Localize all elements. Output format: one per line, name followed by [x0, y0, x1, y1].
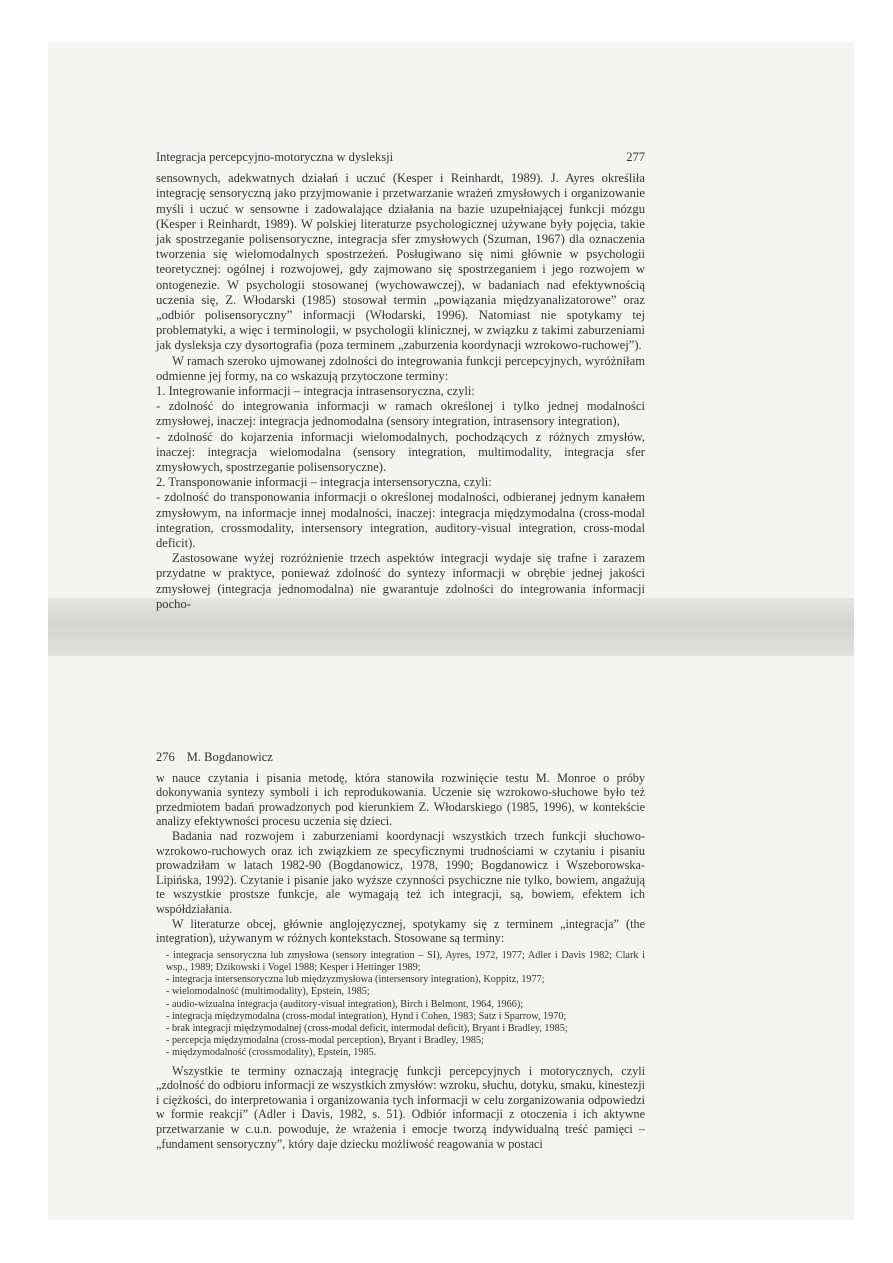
- paragraph: 2. Transponowanie informacji – integracja intersensoryczna, czyli:: [156, 475, 492, 490]
- page-277: [138, 140, 663, 611]
- list-item: - percepcja międzymodalna (cross-modal perception), Bryant i Bradley, 1985;: [166, 1035, 645, 1047]
- paragraph: 1. Integrowanie informacji – integracja intrasensoryczna, czyli:: [156, 384, 475, 399]
- paragraph: Zastosowane wyżej rozróżnienie trzech aspektów integracji wydaje się trafne i zarazem przydatne w praktyce, ponieważ zdolność do syntezy informacji w obrębie jednej jakości zmysłowej (integracja jednomodalna) nie gwarantuje zdolności do integrowania informacji pocho-: [156, 551, 645, 611]
- page-number: 277: [626, 150, 645, 164]
- page-276: [138, 740, 663, 1151]
- list-item: - brak integracji międzymodalnej (cross-modal deficit, intermodal deficit), Bryant i Bradley, 1985;: [166, 1023, 645, 1035]
- paragraph: W ramach szeroko ujmowanej zdolności do integrowania funkcji percepcyjnych, wyróżniłam odmienne jej formy, na co wskazują przytoczone terminy:: [156, 353, 645, 383]
- terms-list: [156, 950, 645, 1060]
- running-head: [156, 750, 645, 765]
- list-item: - wielomodalność (multimodality), Epstein, 1985;: [166, 986, 645, 998]
- list-item: - integracja międzymodalna (cross-modal integration), Hynd i Cohen, 1983; Satz i Sparrow, 1970;: [166, 1011, 645, 1023]
- list-item: - integracja sensoryczna lub zmysłowa (sensory integration – SI), Ayres, 1972, 1977; Adler i Davis 1982; Clark i wsp., 1989; Dzikowski i Vogel 1988; Kesper i Hettinger 1989;: [166, 950, 645, 974]
- paragraph: sensownych, adekwatnych działań i uczuć (Kesper i Reinhardt, 1989). J. Ayres określiła integrację sensoryczną jako przyjmowanie i przetwarzanie wrażeń zmysłowych i organizowanie myśli i uczuć w sensowne i zadowalające działania na bazie uzupełniającej funkcji mózgu (Kesper i Reinhardt, 1989). W polskiej literaturze psychologicznej używane były pojęcia, takie jak spostrzeganie polisensoryczne, integracja sfer zmysłowych (Szuman, 1967) dla oznaczenia tworzenia się wielomodalnych spostrzeżeń. Posługiwano się nimi głównie w psychologii teoretycznej: ogólnej i rozwojowej, gdy zajmowano się spostrzeganiem i jego rozwojem w ontogenezie. W psychologii stosowanej (wychowawczej), w badaniach nad efektywnością uczenia się, Z. Włodarski (1985) stosował termin „powiązania międzyanalizatorowe” oraz „odbiór polisensoryczny” informacji (Włodarski, 1996). Natomiast nie spotykamy tej problematyki, a więc i terminologii, w psychologii klinicznej, w związku z takimi zaburzeniami jak dysleksja czy dysortografia (poza terminem „zaburzenia koordynacji wzrokowo-ruchowej”).: [156, 171, 645, 353]
- paragraph: w nauce czytania i pisania metodę, która stanowiła rozwinięcie testu M. Monroe o próby dokonywania syntezy symboli i ich reprodukowania. Uczenie się wzrokowo-słuchowe było też przedmiotem badań prowadzonych pod kierunkiem Z. Włodarskiego (1985, 1996), w kontekście analizy efektywności procesu uczenia się dzieci.: [156, 770, 645, 829]
- list-item: - międzymodalność (crossmodality), Epstein, 1985.: [166, 1047, 645, 1059]
- header-title: Integracja percepcyjno-motoryczna w dysleksji: [156, 150, 394, 164]
- page-number: 276: [156, 750, 175, 764]
- list-item: - integracja intersensoryczna lub międzyzmysłowa (intersensory integration), Koppitz, 1977;: [166, 974, 645, 986]
- running-head: [156, 150, 645, 165]
- paragraph: - zdolność do kojarzenia informacji wielomodalnych, pochodzących z różnych zmysłów, inaczej: integracja wielomodalna (sensory integration, multimodality, integracja sfer zmysłowych, spostrzeganie polisensoryczne).: [156, 429, 645, 475]
- paragraph: - zdolność do transponowania informacji o określonej modalności, odbieranej jednym kanałem zmysłowym, na informacje innej modalności, inaczej: integracja międzymodalna (cross-modal integration, crossmodality, intersensory integration, auditory-visual integration, cross-modal deficit).: [156, 490, 645, 551]
- paragraph: W literaturze obcej, głównie anglojęzycznej, spotykamy się z terminem „integracja” (the integration), używanym w różnych kontekstach. Stosowane są terminy:: [156, 916, 645, 946]
- header-author: M. Bogdanowicz: [186, 750, 273, 764]
- page-276-frame: [156, 668, 645, 1193]
- paragraph: - zdolność do integrowania informacji w ramach określonej i tylko jednej modalności zmysłowej, inaczej: integracja jednomodalna (sensory integration, intrasensory integration),: [156, 399, 645, 429]
- paragraph: Badania nad rozwojem i zaburzeniami koordynacji wszystkich trzech funkcji słuchowo-wzrokowo-ruchowych oraz ich związkiem ze specyficznymi trudnościami w czytaniu i pisaniu prowadziłam w latach 1982-90 (Bogdanowicz, 1978, 1990; Bogdanowicz i Wszeborowska-Lipińska, 1992). Czytanie i pisanie jako wyższe czynności psychiczne nie tylko, bowiem, angażują te wszystkie prostsze funkcje, ale wymagają też ich integracji, są, bowiem, efektem ich współdziałania.: [156, 828, 645, 916]
- list-item: - audio-wizualna integracja (auditory-visual integration), Birch i Belmont, 1964, 1966);: [166, 999, 645, 1011]
- page-277-frame: [156, 68, 645, 611]
- paragraph: Wszystkie te terminy oznaczają integrację funkcji percepcyjnych i motorycznych, czyli „zdolność do odbioru informacji ze wszystkich zmysłów: wzroku, słuchu, dotyku, smaku, kinestezji i ciężkości, do interpretowania i organizowania tych informacji w celu zorganizowania odpowiedzi w formie reakcji” (Adler i Davis, 1982, s. 51). Odbiór informacji z otoczenia i ich aktywne przetwarzanie w c.u.n. powoduje, że wrażenia i emocje tworzą indywidualną treść pamięci – „fundament sensoryczny”, który daje dziecku możliwość reagowania w postaci: [156, 1063, 645, 1151]
